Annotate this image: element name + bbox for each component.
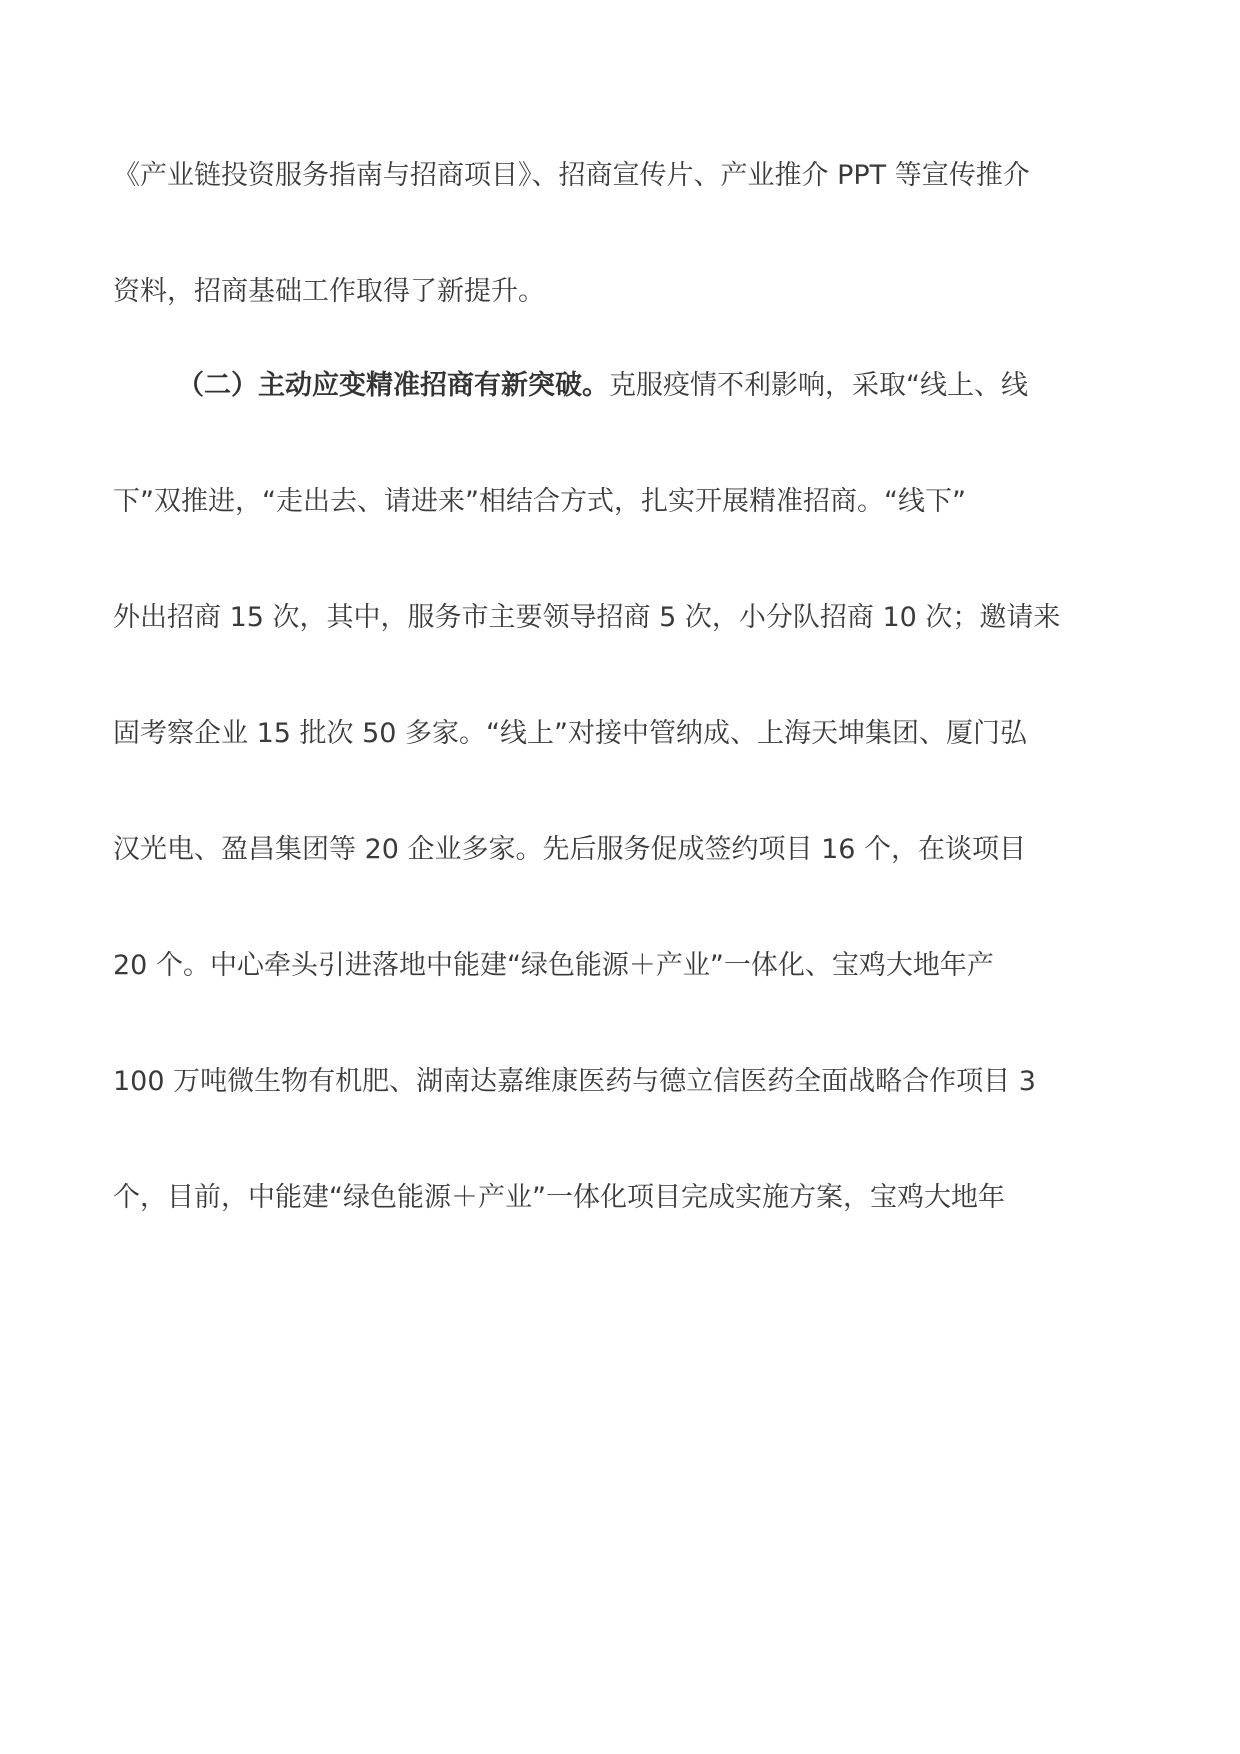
text-line-9: 100 万吨微生物有机肥、湖南达嘉维康医药与德立信医药全面战略合作项目 3 <box>113 1066 1036 1097</box>
text-line-7: 汉光电、盈昌集团等 20 企业多家。先后服务促成签约项目 16 个，在谈项目 <box>113 834 1027 865</box>
section-paragraph-start <box>113 366 1197 406</box>
text-line-8: 20 个。中心牵头引进落地中能建“绿色能源＋产业”一体化、宝鸡大地年产 <box>113 950 994 981</box>
text-line-4: 下”双推进，“走出去、请进来”相结合方式，扎实开展精准招商。“线下” <box>113 486 966 517</box>
text-line-2: 资料，招商基础工作取得了新提升。 <box>113 276 545 307</box>
text-line-6: 固考察企业 15 批次 50 多家。“线上”对接中管纳成、上海天坤集团、厦门弘 <box>113 718 1028 749</box>
section-heading-continuation: 克服疫情不利影响，采取“线上、线 <box>609 370 1028 401</box>
text-line-1: 《产业链投资服务指南与招商项目》、招商宣传片、产业推介 PPT 等宣传推介 <box>113 160 1030 191</box>
text-line-5: 外出招商 15 次，其中，服务市主要领导招商 5 次，小分队招商 10 次；邀请来 <box>113 602 1061 633</box>
text-line-10: 个，目前，中能建“绿色能源＋产业”一体化项目完成实施方案，宝鸡大地年 <box>113 1182 1005 1213</box>
section-heading: （二）主动应变精准招商有新突破。 <box>177 370 609 401</box>
